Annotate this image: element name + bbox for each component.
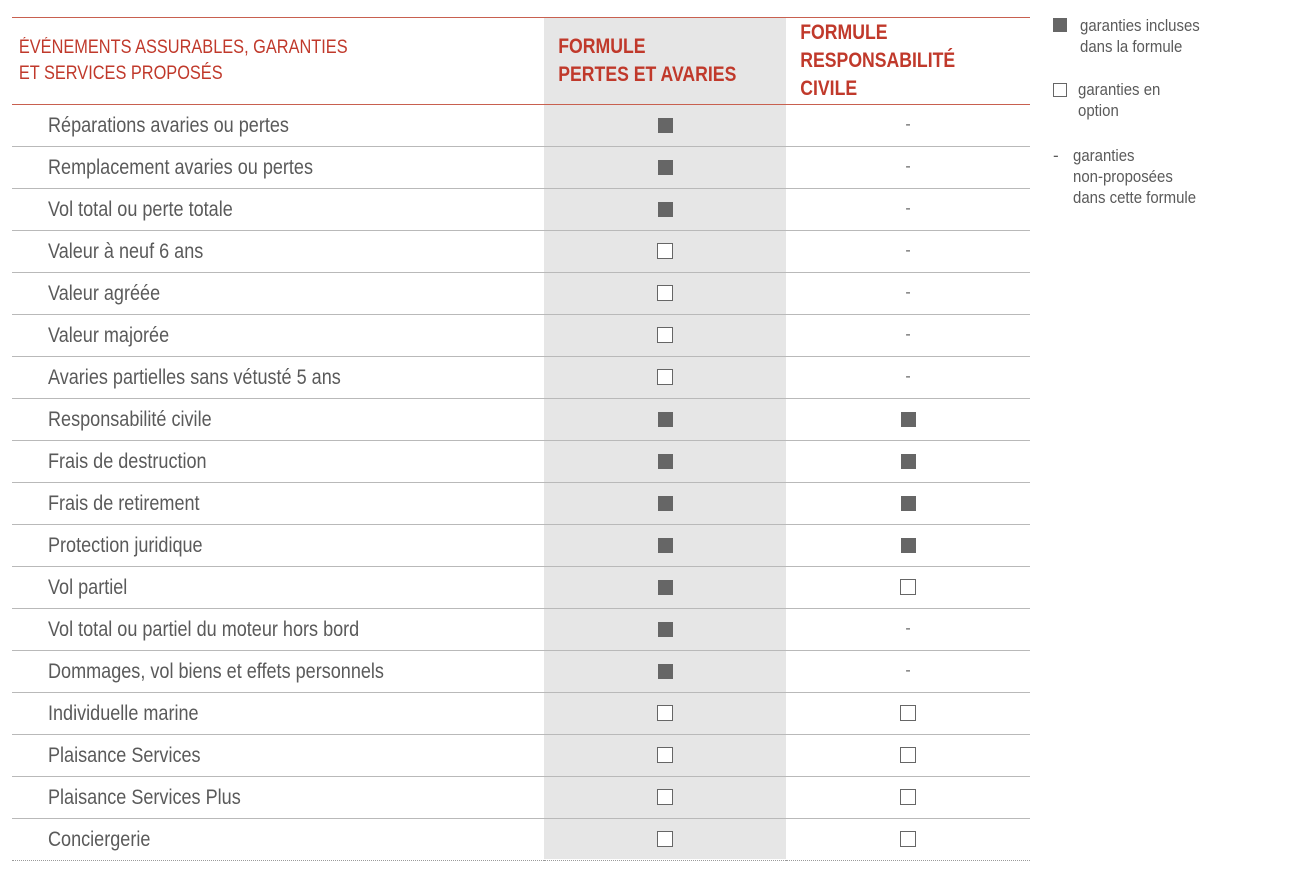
cell-rc: [786, 273, 1030, 315]
table-row: [12, 357, 1030, 399]
empty-square-icon: [657, 327, 673, 343]
empty-square-icon: [900, 747, 916, 763]
row-label: Frais de retirement: [12, 483, 544, 525]
row-label: Protection juridique: [12, 525, 544, 567]
header-events: ÉVÉNEMENTS ASSURABLES, GARANTIES ET SERVICES PROPOSÉS: [12, 18, 470, 105]
cell-rc: [786, 651, 1030, 693]
cell-rc: [786, 819, 1030, 861]
filled-square-icon: [901, 496, 916, 511]
table-row: [12, 399, 1030, 441]
cell-pa: [544, 735, 786, 777]
legend-none-text: garanties non-proposées dans cette formule: [1073, 146, 1197, 207]
legend-option-text: garanties en option: [1078, 80, 1161, 120]
table-row: [12, 819, 1030, 861]
table-row: [12, 441, 1030, 483]
filled-square-icon: [658, 664, 673, 679]
row-label: Dommages, vol biens et effets personnels: [12, 651, 544, 693]
cell-rc: [786, 567, 1030, 609]
row-label: Vol total ou partiel du moteur hors bord: [12, 609, 544, 651]
row-label: Vol total ou perte totale: [12, 189, 544, 231]
table-row: [12, 273, 1030, 315]
row-label: Plaisance Services Plus: [12, 777, 544, 819]
row-label: Frais de destruction: [12, 441, 544, 483]
filled-square-icon: [658, 580, 673, 595]
dash-icon: -: [905, 200, 911, 218]
dash-icon: -: [905, 368, 911, 386]
cell-rc: [786, 441, 1030, 483]
dash-icon: -: [905, 662, 911, 680]
cell-rc: [786, 483, 1030, 525]
legend-included-text: garanties incluses dans la formule: [1080, 16, 1200, 56]
filled-square-icon: [658, 496, 673, 511]
row-label: Valeur à neuf 6 ans: [12, 231, 544, 273]
table-row: [12, 693, 1030, 735]
cell-rc: [786, 357, 1030, 399]
cell-rc: [786, 105, 1030, 147]
cell-pa: [544, 819, 786, 861]
row-label: Vol partiel: [12, 567, 544, 609]
row-label: Valeur agréée: [12, 273, 544, 315]
coverage-rows: [12, 105, 1030, 861]
empty-square-icon: [657, 789, 673, 805]
cell-rc: [786, 189, 1030, 231]
table-row: [12, 231, 1030, 273]
cell-rc: [786, 735, 1030, 777]
empty-square-icon: [657, 369, 673, 385]
dash-icon: -: [905, 116, 911, 134]
cell-pa: [544, 777, 786, 819]
header-formule-pertes-avaries: FORMULE PERTES ET AVARIES: [544, 18, 747, 105]
filled-square-icon: [658, 118, 673, 133]
cell-pa: [544, 231, 786, 273]
table-row: [12, 567, 1030, 609]
cell-rc: [786, 693, 1030, 735]
cell-pa: [544, 273, 786, 315]
filled-square-icon: [658, 412, 673, 427]
empty-square-icon: [900, 789, 916, 805]
cell-pa: [544, 609, 786, 651]
filled-square-icon: [658, 622, 673, 637]
row-label: Valeur majorée: [12, 315, 544, 357]
cell-rc: [786, 315, 1030, 357]
empty-square-icon: [657, 747, 673, 763]
table-row: [12, 189, 1030, 231]
table-row: [12, 609, 1030, 651]
legend: [1053, 15, 1283, 208]
cell-rc: [786, 147, 1030, 189]
cell-pa: [544, 147, 786, 189]
cell-rc: [786, 399, 1030, 441]
table-header-row: [12, 18, 1030, 105]
filled-square-icon: [901, 454, 916, 469]
legend-option: [1053, 79, 1283, 121]
cell-pa: [544, 693, 786, 735]
dash-icon: -: [1053, 146, 1059, 165]
coverage-table-wrapper: [12, 17, 1030, 861]
row-label: Avaries partielles sans vétusté 5 ans: [12, 357, 544, 399]
dash-icon: -: [905, 284, 911, 302]
table-row: [12, 525, 1030, 567]
dash-icon: -: [905, 242, 911, 260]
cell-rc: [786, 231, 1030, 273]
empty-square-icon: [657, 831, 673, 847]
row-label: Remplacement avaries ou pertes: [12, 147, 544, 189]
dash-icon: -: [905, 326, 911, 344]
empty-square-icon: [900, 705, 916, 721]
cell-rc: [786, 525, 1030, 567]
row-label: Conciergerie: [12, 819, 544, 861]
cell-pa: [544, 483, 786, 525]
table-row: [12, 483, 1030, 525]
empty-square-icon: [900, 579, 916, 595]
cell-pa: [544, 189, 786, 231]
table-row: [12, 315, 1030, 357]
dash-icon: -: [905, 620, 911, 638]
filled-square-icon: [901, 412, 916, 427]
row-label: Individuelle marine: [12, 693, 544, 735]
cell-rc: [786, 777, 1030, 819]
legend-none: [1053, 145, 1283, 208]
dash-icon: -: [905, 158, 911, 176]
cell-pa: [544, 357, 786, 399]
row-label: Réparations avaries ou pertes: [12, 105, 544, 147]
cell-pa: [544, 525, 786, 567]
table-row: [12, 777, 1030, 819]
cell-pa: [544, 441, 786, 483]
cell-pa: [544, 567, 786, 609]
empty-square-icon: [657, 243, 673, 259]
coverage-table: [12, 17, 1030, 861]
empty-square-icon: [657, 285, 673, 301]
filled-square-icon: [658, 160, 673, 175]
table-row: [12, 105, 1030, 147]
table-row: [12, 147, 1030, 189]
empty-square-icon: [657, 705, 673, 721]
legend-included: [1053, 15, 1283, 57]
row-label: Plaisance Services: [12, 735, 544, 777]
empty-square-icon: [1053, 83, 1067, 97]
empty-square-icon: [900, 831, 916, 847]
row-label: Responsabilité civile: [12, 399, 544, 441]
table-row: [12, 735, 1030, 777]
table-row: [12, 651, 1030, 693]
filled-square-icon: [658, 202, 673, 217]
header-formule-responsabilite-civile: FORMULE RESPONSABILITÉ CIVILE: [786, 18, 991, 105]
cell-rc: [786, 609, 1030, 651]
filled-square-icon: [658, 454, 673, 469]
filled-square-icon: [1053, 18, 1067, 32]
filled-square-icon: [658, 538, 673, 553]
filled-square-icon: [901, 538, 916, 553]
cell-pa: [544, 399, 786, 441]
cell-pa: [544, 315, 786, 357]
cell-pa: [544, 105, 786, 147]
cell-pa: [544, 651, 786, 693]
